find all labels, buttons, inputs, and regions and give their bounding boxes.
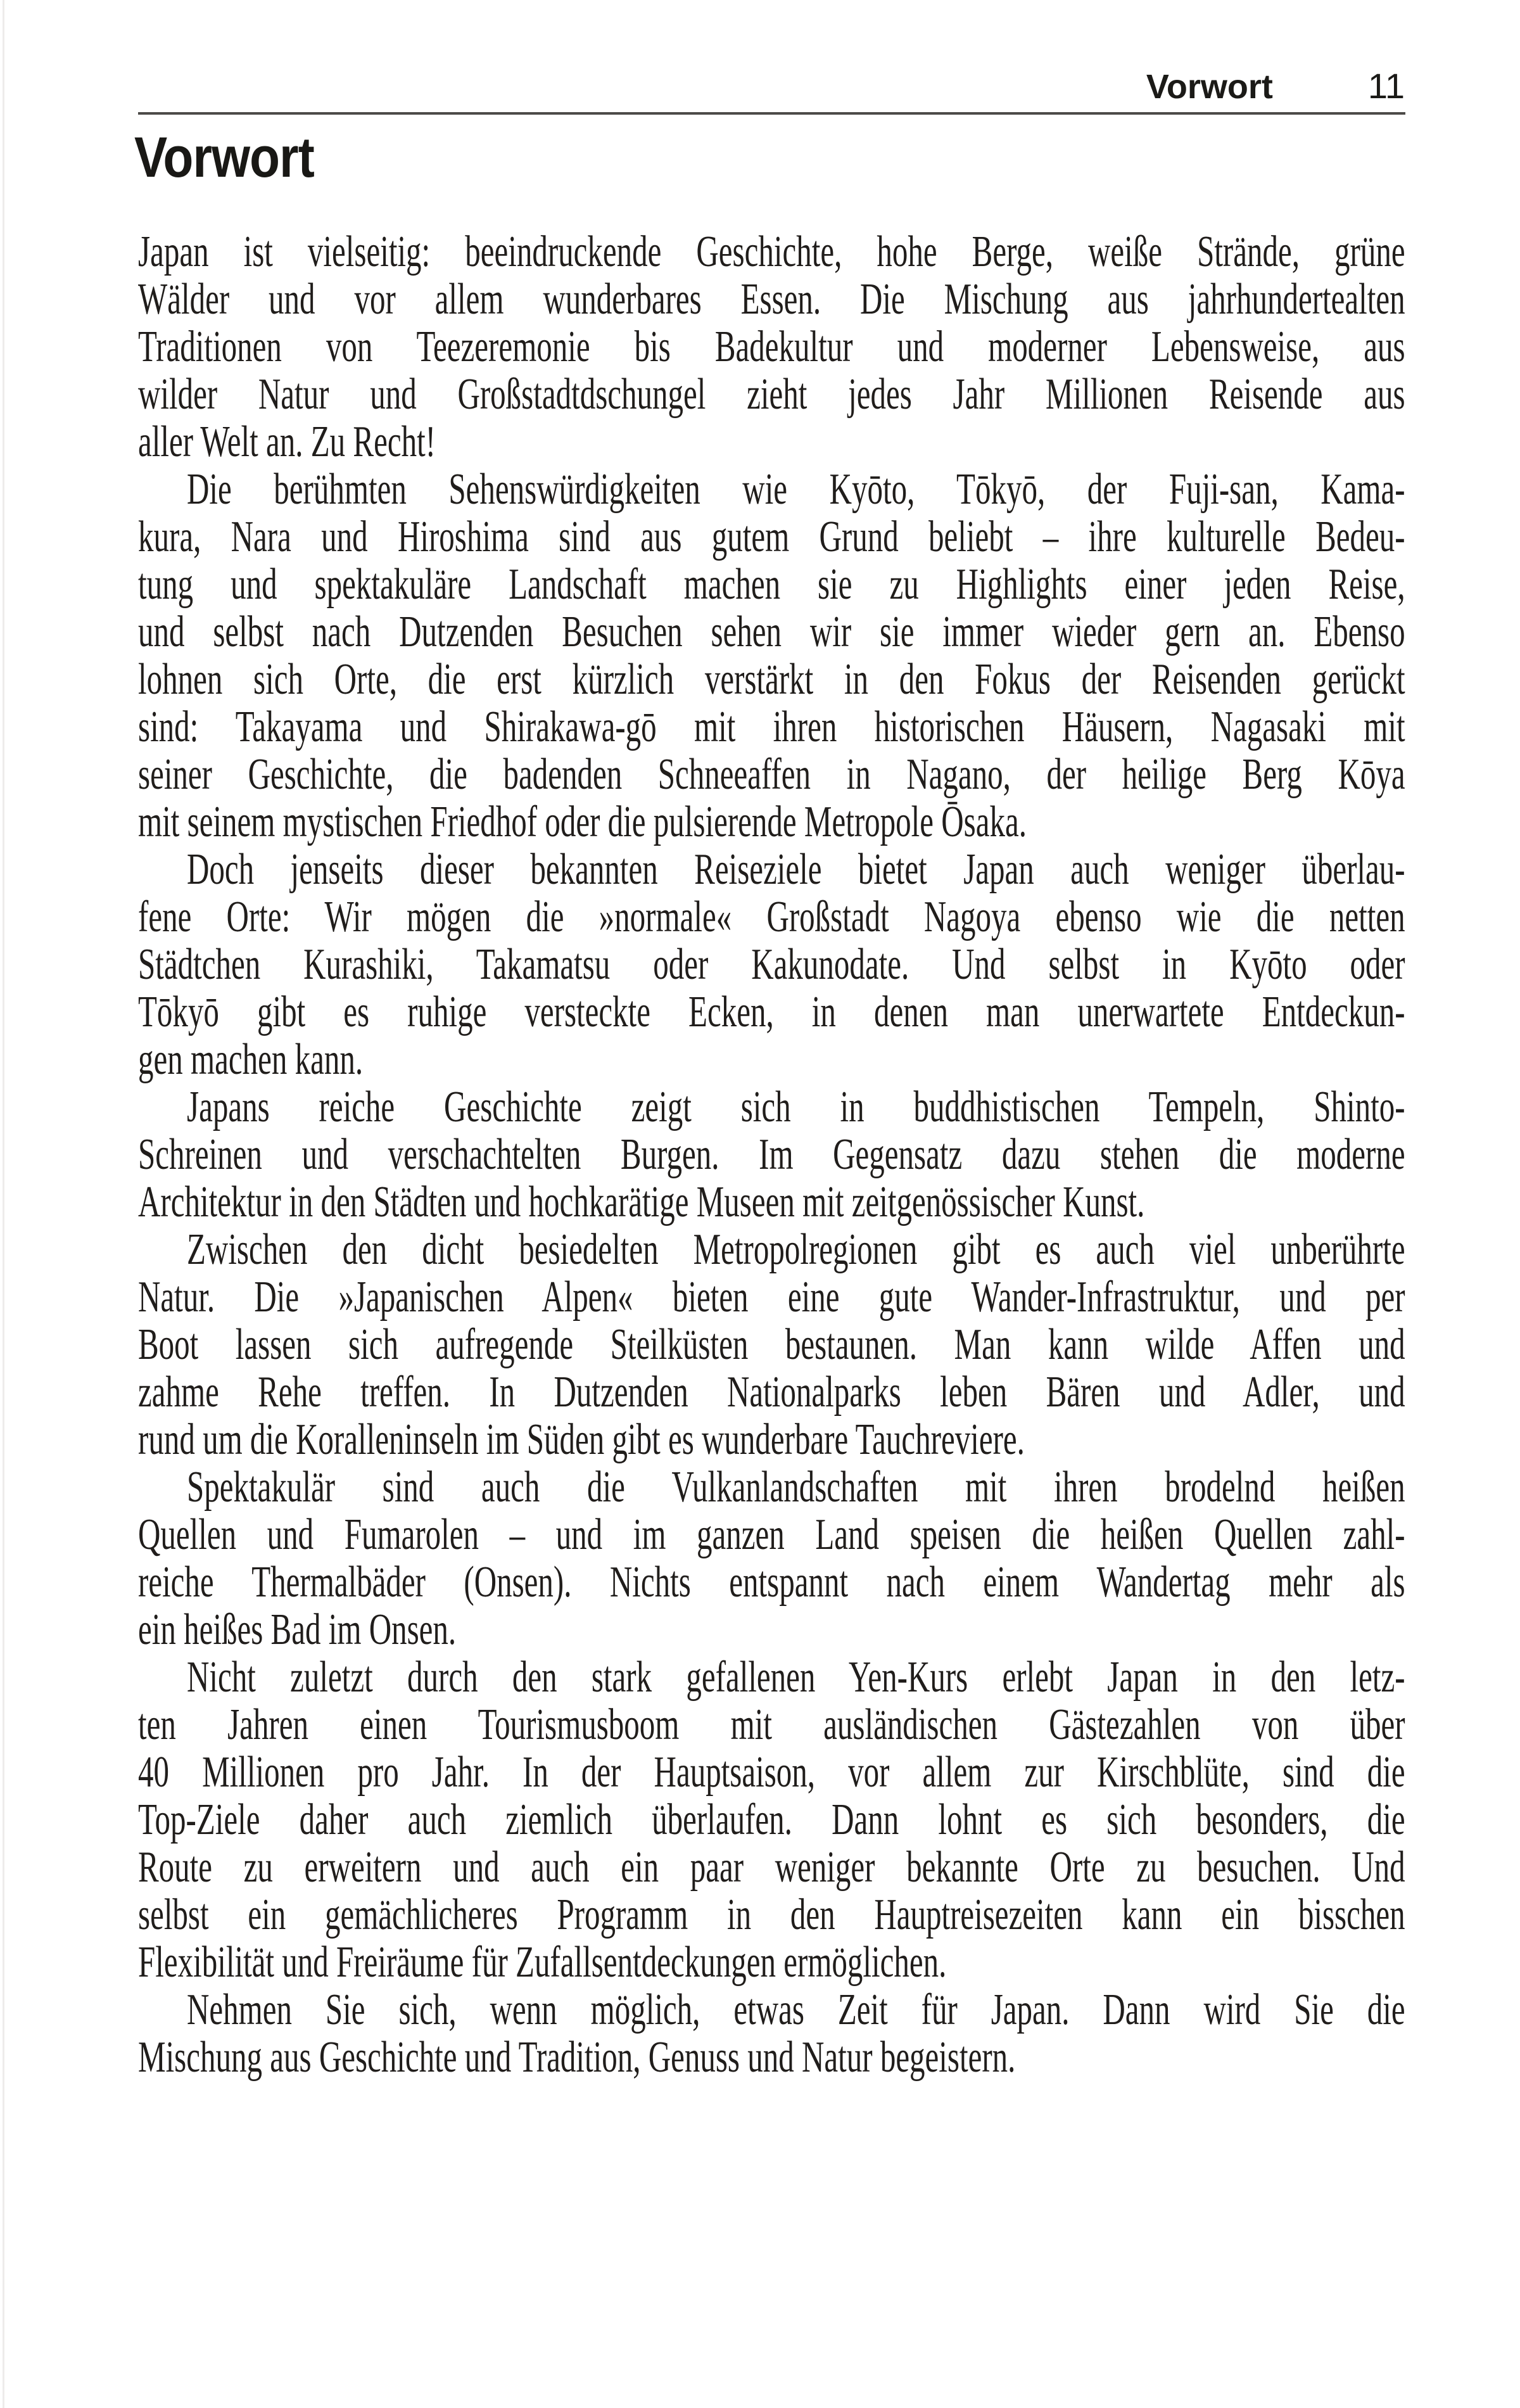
text-line: Natur. Die »Japanischen Alpen« bieten eine gute Wander-Infrastruktur, und per bbox=[138, 1273, 1405, 1322]
paragraph bbox=[138, 466, 1405, 846]
text-line: Japan ist vielseitig: beeindruckende Geschichte, hohe Berge, weiße Strände, grüne bbox=[138, 227, 1405, 276]
text-line: Flexibilität und Freiräume für Zufallsentdeckungen ermöglichen. bbox=[138, 1938, 947, 1987]
paragraph bbox=[138, 846, 1405, 1083]
text-line: tung und spektakuläre Landschaft machen sie zu Highlights einer jeden Reise, bbox=[138, 560, 1405, 609]
body-text bbox=[138, 228, 1405, 2081]
text-line: ten Jahren einen Tourismusboom mit ausländischen Gästezahlen von über bbox=[138, 1700, 1405, 1749]
text-line: lohnen sich Orte, die erst kürzlich verstärkt in den Fokus der Reisenden gerückt bbox=[138, 655, 1405, 704]
text-line: Quellen und Fumarolen – und im ganzen Land speisen die heißen Quellen zahl- bbox=[138, 1510, 1405, 1559]
text-line: sind: Takayama und Shirakawa-gō mit ihren historischen Häusern, Nagasaki mit bbox=[138, 703, 1405, 751]
text-line: Top-Ziele daher auch ziemlich überlaufen. Dann lohnt es sich besonders, die bbox=[138, 1795, 1405, 1844]
text-line: rund um die Koralleninseln im Süden gibt es wunderbare Tauchreviere. bbox=[138, 1415, 1025, 1464]
text-line: Wälder und vor allem wunderbares Essen. Die Mischung aus jahrhundertealten bbox=[138, 275, 1405, 324]
text-line: kura, Nara und Hiroshima sind aus gutem Grund beliebt – ihre kulturelle Bedeu- bbox=[138, 513, 1405, 561]
text-line: Traditionen von Teezeremonie bis Badekultur und moderner Lebensweise, aus bbox=[138, 322, 1405, 371]
paragraph bbox=[138, 1463, 1405, 1653]
page-number: 11 bbox=[1367, 66, 1405, 106]
paragraph bbox=[138, 1226, 1405, 1463]
header-rule bbox=[138, 112, 1405, 115]
text-line: Route zu erweitern und auch ein paar weniger bekannte Orte zu besuchen. Und bbox=[138, 1843, 1405, 1892]
text-line: reiche Thermalbäder (Onsen). Nichts entspannt nach einem Wandertag mehr als bbox=[138, 1558, 1405, 1607]
text-line: Japans reiche Geschichte zeigt sich in buddhistischen Tempeln, Shinto- bbox=[187, 1083, 1405, 1131]
paragraph bbox=[138, 1083, 1405, 1226]
text-line: zahme Rehe treffen. In Dutzenden Nationalparks leben Bären und Adler, und bbox=[138, 1368, 1405, 1417]
text-line: Spektakulär sind auch die Vulkanlandschaften mit ihren brodelnd heißen bbox=[187, 1463, 1405, 1512]
text-line: Boot lassen sich aufregende Steilküsten bestaunen. Man kann wilde Affen und bbox=[138, 1320, 1405, 1369]
text-line: 40 Millionen pro Jahr. In der Hauptsaison, vor allem zur Kirschblüte, sind die bbox=[138, 1748, 1405, 1797]
text-line: Nicht zuletzt durch den stark gefallenen Yen-Kurs erlebt Japan in den letz- bbox=[187, 1653, 1405, 1702]
text-line: gen machen kann. bbox=[138, 1035, 364, 1084]
text-line: Schreinen und verschachtelten Burgen. Im Gegensatz dazu stehen die moderne bbox=[138, 1130, 1405, 1179]
text-line: aller Welt an. Zu Recht! bbox=[138, 417, 436, 466]
text-line: Städtchen Kurashiki, Takamatsu oder Kakunodate. Und selbst in Kyōto oder bbox=[138, 940, 1405, 989]
page-title: Vorwort bbox=[134, 126, 314, 189]
paragraph bbox=[138, 1653, 1405, 1986]
text-line: seiner Geschichte, die badenden Schneeaffen in Nagano, der heilige Berg Kōya bbox=[138, 750, 1405, 799]
text-line: selbst ein gemächlicheres Programm in den Hauptreisezeiten kann ein bisschen bbox=[138, 1890, 1405, 1939]
text-line: Mischung aus Geschichte und Tradition, Genuss und Natur begeistern. bbox=[138, 2033, 1016, 2082]
text-line: und selbst nach Dutzenden Besuchen sehen wir sie immer wieder gern an. Ebenso bbox=[138, 608, 1405, 656]
paragraph bbox=[138, 228, 1405, 466]
text-line: fene Orte: Wir mögen die »normale« Großstadt Nagoya ebenso wie die netten bbox=[138, 893, 1405, 941]
text-line: Tōkyō gibt es ruhige versteckte Ecken, in denen man unerwartete Entdeckun- bbox=[138, 988, 1405, 1036]
running-header bbox=[138, 68, 1405, 104]
text-line: Architektur in den Städten und hochkarätige Museen mit zeitgenössischer Kunst. bbox=[138, 1178, 1145, 1226]
text-line: mit seinem mystischen Friedhof oder die pulsierende Metropole Ōsaka. bbox=[138, 798, 1027, 846]
text-line: wilder Natur und Großstadtdschungel zieht jedes Jahr Millionen Reisende aus bbox=[138, 370, 1405, 419]
text-line: ein heißes Bad im Onsen. bbox=[138, 1605, 457, 1654]
text-line: Doch jenseits dieser bekannten Reiseziele bietet Japan auch weniger überlau- bbox=[187, 845, 1405, 894]
running-header-title: Vorwort bbox=[1146, 68, 1273, 106]
text-line: Nehmen Sie sich, wenn möglich, etwas Zeit für Japan. Dann wird Sie die bbox=[187, 1985, 1405, 2034]
scan-edge-artifact bbox=[3, 0, 4, 2408]
text-line: Die berühmten Sehenswürdigkeiten wie Kyōto, Tōkyō, der Fuji-san, Kama- bbox=[187, 465, 1405, 514]
paragraph bbox=[138, 1986, 1405, 2081]
text-line: Zwischen den dicht besiedelten Metropolregionen gibt es auch viel unberührte bbox=[187, 1225, 1405, 1274]
